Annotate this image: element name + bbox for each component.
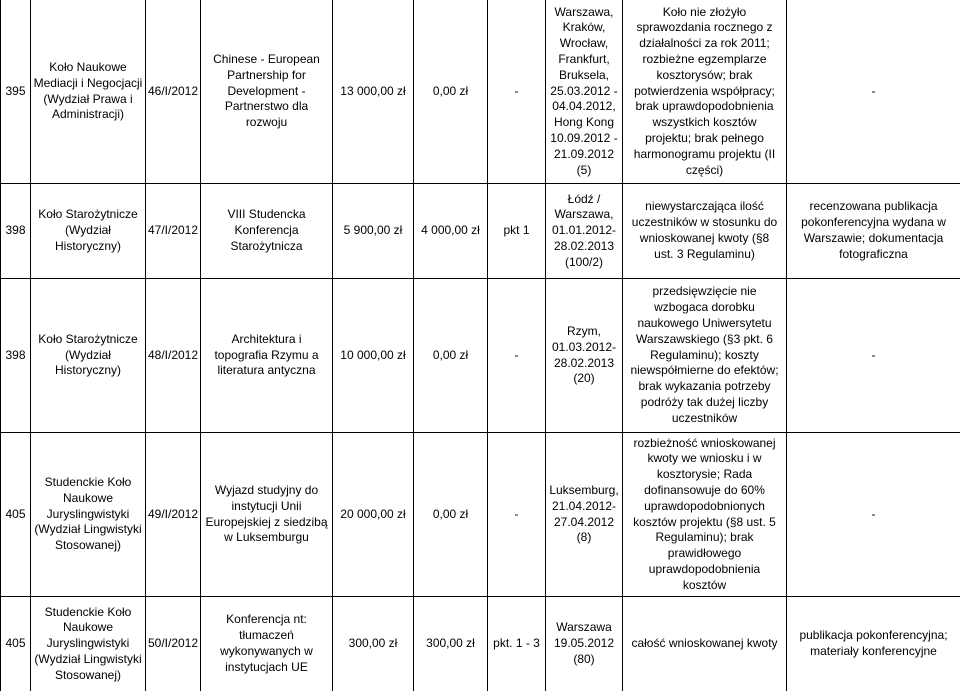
application-number-cell: 50/I/2012 [146, 597, 201, 691]
table-row [1, 597, 960, 691]
points-cell: - [488, 0, 546, 184]
amount-requested-cell: 300,00 zł [333, 597, 414, 691]
place-dates-cell: Łódź / Warszawa, 01.01.2012- 28.02.2013 (100/2) [546, 184, 623, 279]
amount-granted-cell: 300,00 zł [414, 597, 488, 691]
remarks-cell: publikacja pokonferencyjna; materiały konferencyjne [787, 597, 960, 691]
table-row [1, 0, 960, 184]
organization-cell: Koło Naukowe Mediacji i Negocjacji (Wydział Prawa i Administracji) [31, 0, 146, 184]
application-number-cell: 47/I/2012 [146, 184, 201, 279]
unit-id-cell: 395 [1, 0, 31, 184]
justification-cell: rozbieżność wnioskowanej kwoty we wniosku i w kosztorysie; Rada dofinansowuje do 60% uprawdopodobnionych kosztów projektu (§8 ust. 5 Regulaminu); brak prawidłowego uprawdopodobnienia kosztów [623, 433, 787, 597]
remarks-cell: - [787, 279, 960, 433]
justification-cell: całość wnioskowanej kwoty [623, 597, 787, 691]
table-row [1, 184, 960, 279]
place-dates-cell: Luksemburg, 21.04.2012- 27.04.2012 (8) [546, 433, 623, 597]
place-dates-cell: Rzym, 01.03.2012- 28.02.2013 (20) [546, 279, 623, 433]
table-body [1, 0, 960, 691]
organization-cell: Koło Starożytnicze (Wydział Historyczny) [31, 184, 146, 279]
application-number-cell: 46/I/2012 [146, 0, 201, 184]
amount-requested-cell: 13 000,00 zł [333, 0, 414, 184]
place-dates-cell: Warszawa 19.05.2012 (80) [546, 597, 623, 691]
points-cell: pkt. 1 - 3 [488, 597, 546, 691]
unit-id-cell: 398 [1, 279, 31, 433]
project-title-cell: Wyjazd studyjny do instytucji Unii Europejskiej z siedzibą w Luksemburgu [201, 433, 333, 597]
unit-id-cell: 405 [1, 433, 31, 597]
amount-granted-cell: 0,00 zł [414, 433, 488, 597]
amount-granted-cell: 0,00 zł [414, 279, 488, 433]
justification-cell: Koło nie złożyło sprawozdania rocznego z działalności za rok 2011; rozbieżne egzemplarze kosztorysów; brak potwierdzenia współpracy; brak uprawdopodobnienia wszystkich kosztów projektu; brak pełnego harmonogramu projektu (II części) [623, 0, 787, 184]
organization-cell: Studenckie Koło Naukowe Juryslingwistyki (Wydział Lingwistyki Stosowanej) [31, 597, 146, 691]
amount-requested-cell: 5 900,00 zł [333, 184, 414, 279]
justification-cell: niewystarczająca ilość uczestników w stosunku do wnioskowanej kwoty (§8 ust. 3 Regulaminu) [623, 184, 787, 279]
project-title-cell: Architektura i topografia Rzymu a literatura antyczna [201, 279, 333, 433]
amount-requested-cell: 10 000,00 zł [333, 279, 414, 433]
justification-cell: przedsięwzięcie nie wzbogaca dorobku naukowego Uniwersytetu Warszawskiego (§3 pkt. 6 Regulaminu); koszty niewspółmierne do efektów; brak wykazania potrzeby podróży tak dużej liczby uczestników [623, 279, 787, 433]
project-title-cell: Konferencja nt: tłumaczeń wykonywanych w instytucjach UE [201, 597, 333, 691]
project-title-cell: VIII Studencka Konferencja Starożytnicza [201, 184, 333, 279]
table-row [1, 433, 960, 597]
organization-cell: Koło Starożytnicze (Wydział Historyczny) [31, 279, 146, 433]
application-number-cell: 48/I/2012 [146, 279, 201, 433]
unit-id-cell: 405 [1, 597, 31, 691]
amount-requested-cell: 20 000,00 zł [333, 433, 414, 597]
points-cell: pkt 1 [488, 184, 546, 279]
remarks-cell: - [787, 0, 960, 184]
remarks-cell: recenzowana publikacja pokonferencyjna wydana w Warszawie; dokumentacja fotograficzna [787, 184, 960, 279]
amount-granted-cell: 4 000,00 zł [414, 184, 488, 279]
points-cell: - [488, 433, 546, 597]
organization-cell: Studenckie Koło Naukowe Juryslingwistyki (Wydział Lingwistyki Stosowanej) [31, 433, 146, 597]
points-cell: - [488, 279, 546, 433]
project-title-cell: Chinese - European Partnership for Development - Partnerstwo dla rozwoju [201, 0, 333, 184]
application-number-cell: 49/I/2012 [146, 433, 201, 597]
amount-granted-cell: 0,00 zł [414, 0, 488, 184]
table-row [1, 279, 960, 433]
unit-id-cell: 398 [1, 184, 31, 279]
remarks-cell: - [787, 433, 960, 597]
place-dates-cell: Warszawa, Kraków, Wrocław, Frankfurt, Bruksela, 25.03.2012 - 04.04.2012, Hong Kong 10.09.2012 - 21.09.2012 (5) [546, 0, 623, 184]
